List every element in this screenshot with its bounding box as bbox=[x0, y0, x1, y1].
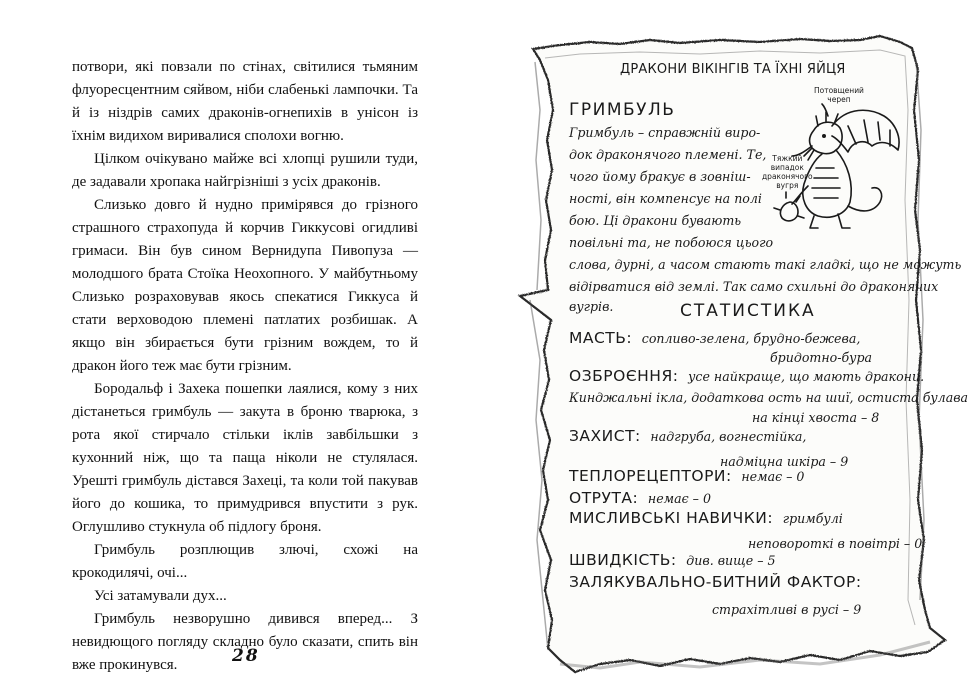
paragraph: Гримбуль незворушно дивився вперед... З невидющого погляду складно було сказати, спить він вже прокинувся. bbox=[72, 611, 418, 673]
caption-line: вугря bbox=[776, 181, 799, 190]
stats-title: СТАТИСТИКА bbox=[680, 301, 816, 321]
paragraph: Бородальф і Захека пошепки лаялися, кому з них дістанеться гримбуль — закута в броню тварюка, з рота якої стирчало стільки іклів завбільшки з кухонний ніж, що та паща ніколи не стулялася. Урешті гримбуль дістався Захеці, та коли той пакував його до кошика, то примудрився впустити з рук. Оглушливо стукнула об підлогу броня. bbox=[72, 381, 418, 535]
stat-value: сопливо-зелена, брудно-бежева, bbox=[641, 331, 861, 346]
stat-poison bbox=[569, 488, 711, 507]
caption-line: череп bbox=[827, 95, 851, 104]
stat-label: ЗАХИСТ: bbox=[569, 427, 641, 445]
stat-label: МИСЛИВСЬКІ НАВИЧКИ: bbox=[569, 509, 774, 527]
stat-label: ОТРУТА: bbox=[569, 489, 639, 507]
stat-value: неповороткі в повітрі – 0 bbox=[748, 536, 923, 551]
paragraph: Слизько довго й нудно примірявся до грізного страшного страхопуда й корчив Гиккусові огидливі гримаси. Він був сином Вернидупа Пивопуза — молодшого брата Стоїка Неохопного. У майбутньому Слизько розраховував якось спекатися Гиккуса й стати верховодою племені патлатих розбишак. А якщо він збирається бути грізним вождем, то й дракон його теж має бути грізним. bbox=[72, 197, 418, 374]
description-line: ності, він компенсує на полі bbox=[569, 191, 762, 206]
stat-defense bbox=[569, 426, 806, 445]
stat-value: на кінці хвоста – 8 bbox=[752, 410, 880, 425]
stat-value: усе найкраще, що мають дракони. bbox=[688, 369, 925, 384]
card-header: ДРАКОНИ ВІКІНГІВ ТА ЇХНІ ЯЙЦЯ bbox=[620, 62, 846, 77]
page-number: 28 bbox=[232, 646, 260, 666]
description-line: чого йому бракує в зовніш- bbox=[569, 169, 751, 184]
stat-label: ТЕПЛОРЕЦЕПТОРИ: bbox=[569, 467, 732, 485]
caption-line: Тяжкий bbox=[772, 154, 803, 163]
stat-thermo bbox=[569, 466, 804, 485]
stat-speed bbox=[569, 550, 776, 569]
caption-line: Потовщений bbox=[814, 86, 864, 95]
stat-value: надгруба, вогнестійка, bbox=[650, 429, 807, 444]
dragon-head bbox=[810, 122, 843, 153]
stat-value: страхітливі в русі – 9 bbox=[712, 602, 862, 617]
stat-value: бридотно-бура bbox=[770, 350, 873, 365]
stat-label: МАСТЬ: bbox=[569, 329, 633, 347]
stat-fear-label: ЗАЛЯКУВАЛЬНО-БИТНИЙ ФАКТОР: bbox=[569, 573, 862, 591]
paragraph: потвори, які повзали по стінах, світилися тьмяним флуоресцентним сяйвом, ніби слабенькі лампочки. Та й із ніздрів самих драконів-огнепихів в унісон із їхнім видихом виривалися сполохи вогню. bbox=[72, 59, 418, 144]
caption-line: драконячого bbox=[762, 172, 813, 181]
dragon-name: ГРИМБУЛЬ bbox=[569, 100, 676, 120]
stat-label: ОЗБРОЄННЯ: bbox=[569, 367, 679, 385]
caption-acne bbox=[762, 154, 813, 190]
paragraph: Гримбуль розплющив злючі, схожі на крокодилячі, очі... bbox=[72, 542, 418, 581]
stat-weapons bbox=[569, 366, 924, 385]
description-line: док драконячого племені. Те, bbox=[569, 147, 767, 162]
dragon-eye bbox=[822, 134, 826, 138]
description-line: вугрів. bbox=[569, 299, 614, 314]
stat-value: Кинджальні ікла, додаткова ость на шиї, остиста булава bbox=[569, 390, 969, 405]
caption-arrow bbox=[822, 104, 828, 116]
stat-hunting bbox=[569, 508, 843, 527]
paragraph: Цілком очікувано майже всі хлопці рушили туди, де задавали хропака найгрізніші з усіх драконів. bbox=[72, 151, 418, 190]
stat-value: немає – 0 bbox=[647, 491, 711, 506]
description-line: бою. Ці дракони бувають bbox=[569, 213, 742, 228]
stat-value: гримбулі bbox=[782, 511, 843, 526]
stat-label: ШВИДКІСТЬ: bbox=[569, 551, 677, 569]
stat-color bbox=[569, 328, 860, 347]
description-line: слова, дурні, а часом стають такі гладкі, що не можуть bbox=[569, 257, 962, 272]
caption-skull bbox=[814, 86, 864, 104]
stat-value: надміцна шкіра – 9 bbox=[720, 454, 849, 469]
caption-line: випадок bbox=[770, 163, 804, 172]
dragon-tail bbox=[848, 188, 882, 211]
description-line: відірватися від землі. Так само схильні до драконячих bbox=[569, 279, 939, 294]
dragon-belly-plates bbox=[812, 168, 840, 198]
stat-value: див. вище – 5 bbox=[686, 553, 776, 568]
description-line: Гримбуль – справжній виро- bbox=[569, 125, 761, 140]
stat-value: немає – 0 bbox=[741, 469, 805, 484]
description-line: повільні та, не побоюся цього bbox=[569, 235, 774, 250]
paragraph: Усі затамували дух... bbox=[94, 588, 227, 604]
